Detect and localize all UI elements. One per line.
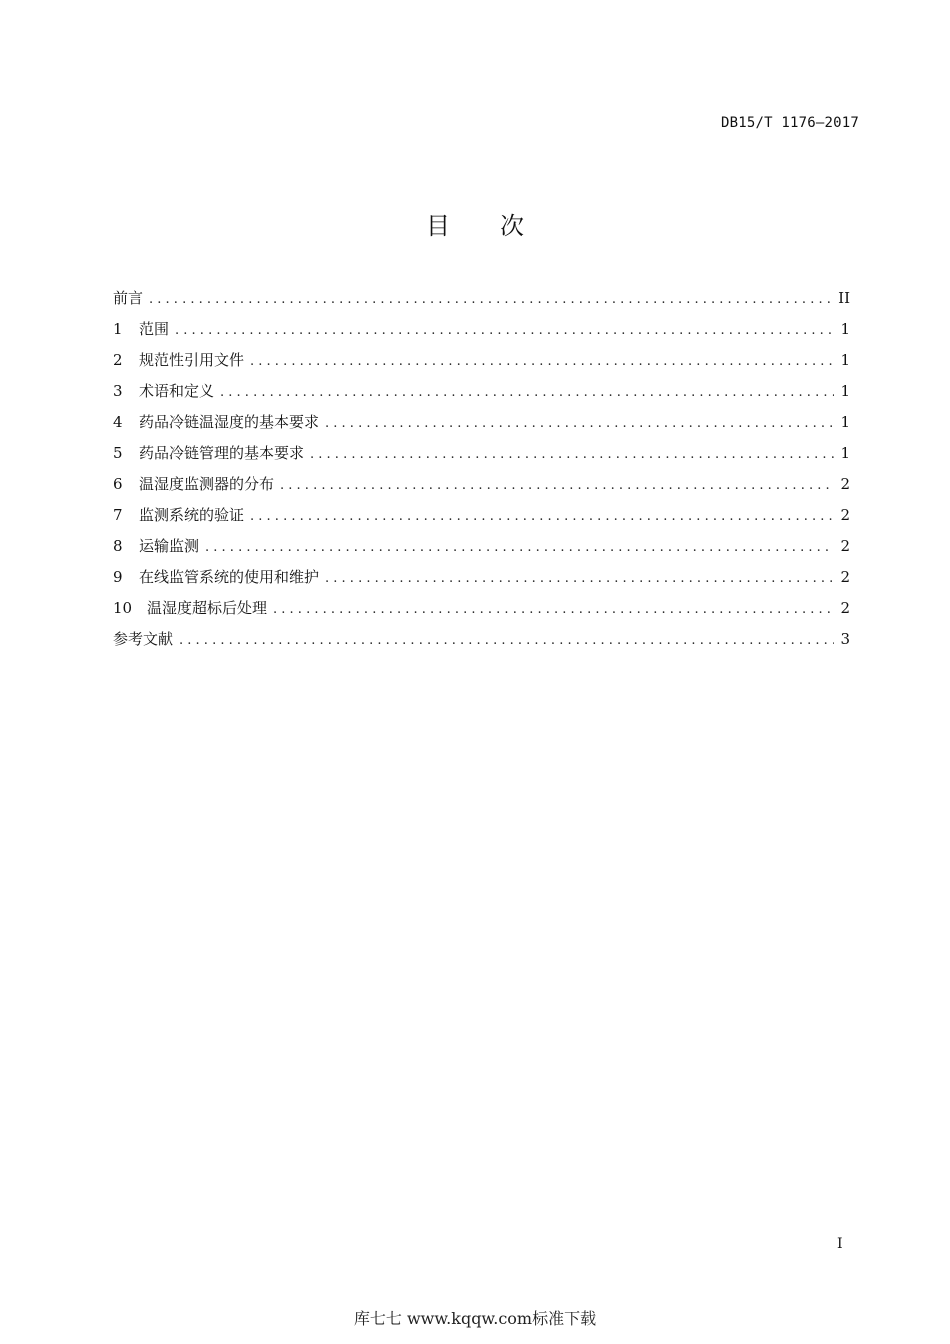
- toc-entry-page: 1: [840, 320, 850, 338]
- toc-entry-preface[interactable]: [113, 283, 850, 314]
- footer-watermark: 库七七 www.kqqw.com标准下载: [353, 1309, 597, 1328]
- toc-dot-leader: [220, 377, 834, 408]
- page-title: 目次: [426, 212, 574, 240]
- toc-dot-leader: [273, 594, 834, 625]
- toc-dot-leader: [250, 346, 834, 377]
- toc-dot-leader: [310, 439, 834, 470]
- toc-entry-label: 监测系统的验证: [139, 506, 245, 524]
- toc-entry-page: 2: [840, 568, 850, 586]
- toc-dot-leader: [205, 532, 834, 563]
- toc-entry-page: 3: [840, 630, 850, 648]
- toc-entry-7[interactable]: [113, 500, 850, 531]
- toc-entry-number: 6: [113, 475, 123, 493]
- toc-entry-page: 1: [840, 413, 850, 431]
- document-code: DB15/T 1176—2017: [720, 115, 859, 131]
- table-of-contents: [113, 283, 850, 655]
- page-number: I: [837, 1236, 843, 1252]
- toc-entry-references[interactable]: [113, 624, 850, 655]
- toc-entry-label: 温湿度监测器的分布: [139, 475, 275, 493]
- toc-entry-number: 3: [113, 382, 123, 400]
- toc-entry-9[interactable]: [113, 562, 850, 593]
- toc-entry-number: 5: [113, 444, 123, 462]
- toc-entry-label: 术语和定义: [139, 382, 215, 400]
- toc-dot-leader: [325, 563, 834, 594]
- toc-entry-number: 8: [113, 537, 123, 555]
- toc-entry-page: 1: [840, 444, 850, 462]
- toc-entry-label: 温湿度超标后处理: [147, 599, 268, 617]
- toc-entry-label: 在线监管系统的使用和维护: [139, 568, 320, 586]
- toc-entry-label: 药品冷链管理的基本要求: [139, 444, 305, 462]
- toc-entry-number: 7: [113, 506, 123, 524]
- toc-entry-label: 范围: [139, 320, 170, 338]
- toc-entry-number: 1: [113, 320, 123, 338]
- toc-dot-leader: [250, 501, 834, 532]
- toc-entry-5[interactable]: [113, 438, 850, 469]
- toc-entry-page: II: [838, 289, 850, 307]
- toc-dot-leader: [280, 470, 834, 501]
- toc-entry-page: 2: [840, 537, 850, 555]
- toc-entry-page: 1: [840, 351, 850, 369]
- toc-entry-8[interactable]: [113, 531, 850, 562]
- toc-entry-label: 运输监测: [139, 537, 200, 555]
- toc-entry-1[interactable]: [113, 314, 850, 345]
- toc-entry-label: 前言: [113, 289, 144, 307]
- toc-entry-number: 2: [113, 351, 123, 369]
- toc-entry-number: 9: [113, 568, 123, 586]
- toc-entry-6[interactable]: [113, 469, 850, 500]
- toc-dot-leader: [179, 625, 834, 656]
- toc-entry-4[interactable]: [113, 407, 850, 438]
- toc-entry-2[interactable]: [113, 345, 850, 376]
- toc-entry-label: 药品冷链温湿度的基本要求: [139, 413, 320, 431]
- toc-entry-10[interactable]: [113, 593, 850, 624]
- toc-dot-leader: [149, 284, 832, 315]
- toc-entry-page: 2: [840, 506, 850, 524]
- toc-entry-number: 10: [113, 599, 133, 617]
- toc-entry-3[interactable]: [113, 376, 850, 407]
- toc-entry-page: 1: [840, 382, 850, 400]
- toc-dot-leader: [325, 408, 834, 439]
- toc-entry-page: 2: [840, 475, 850, 493]
- toc-entry-label: 规范性引用文件: [139, 351, 245, 369]
- toc-dot-leader: [175, 315, 834, 346]
- toc-entry-page: 2: [840, 599, 850, 617]
- toc-entry-label: 参考文献: [113, 630, 174, 648]
- toc-entry-number: 4: [113, 413, 123, 431]
